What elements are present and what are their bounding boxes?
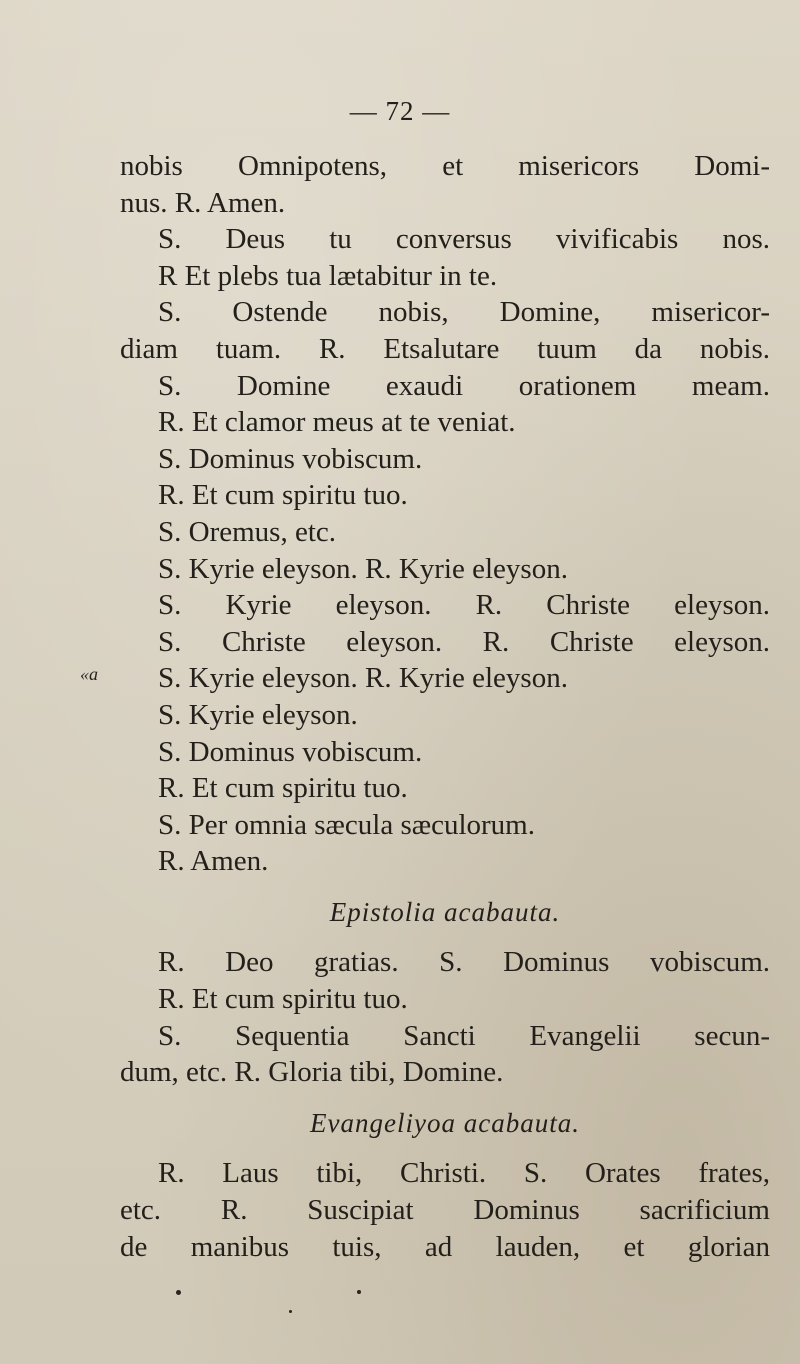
text-line: S. Domine exaudi orationem meam. (158, 369, 770, 402)
text-block-2 (120, 944, 770, 1090)
section-heading-evangeliyoa: Evangeliyoa acabauta. (310, 1107, 580, 1138)
section-gap (120, 1141, 770, 1155)
text-line: R. Et clamor meus at te veniat. (158, 406, 516, 439)
text-line: R Et plebs tua lætabitur in te. (158, 259, 498, 292)
text-line: S. Kyrie eleyson. R. Kyrie eleyson. (158, 552, 568, 585)
text-block-1 (120, 148, 770, 880)
section-gap (120, 880, 770, 894)
text-line: S. Oremus, etc. (158, 515, 336, 548)
text-line: R. Deo gratias. S. Dominus vobiscum. (158, 946, 770, 979)
section-heading-epistolia: Epistolia acabauta. (329, 896, 561, 927)
text-line: dum, etc. R. Gloria tibi, Domine. (120, 1056, 504, 1089)
text-line: R. Et cum spiritu tuo. (158, 479, 408, 512)
text-line: de manibus tuis, ad lauden, et glorian (120, 1230, 770, 1263)
text-line: R. Amen. (158, 845, 269, 878)
text-line: S. Per omnia sæcula sæculorum. (158, 808, 535, 841)
margin-note: «a (80, 664, 98, 684)
page-number: — 72 — (349, 96, 451, 126)
text-line: R. Laus tibi, Christi. S. Orates frates, (158, 1157, 770, 1190)
text-line: S. Kyrie eleyson. R. Kyrie eleyson. (158, 662, 568, 695)
paper-speck (357, 1290, 361, 1294)
text-block-3 (120, 1155, 770, 1265)
text-line: diam tuam. R. Etsalutare tuum da nobis. (120, 332, 770, 365)
text-line: S. Dominus vobiscum. (158, 442, 423, 475)
text-line: S. Kyrie eleyson. R. Christe eleyson. (158, 589, 770, 622)
paper-speck (176, 1290, 181, 1295)
text-line: nobis Omnipotens, et misericors Domi- (120, 150, 770, 182)
paper-speck (289, 1310, 292, 1313)
text-line: S. Sequentia Sancti Evangelii secun- (158, 1019, 770, 1052)
text-line: S. Deus tu conversus vivificabis nos. (158, 223, 770, 256)
text-line: R. Et cum spiritu tuo. (158, 983, 408, 1016)
text-line: R. Et cum spiritu tuo. (158, 772, 408, 805)
text-line: S. Christe eleyson. R. Christe eleyson. (158, 625, 770, 658)
text-line: nus. R. Amen. (120, 186, 286, 219)
text-line: etc. R. Suscipiat Dominus sacrificium (120, 1194, 770, 1227)
text-line: S. Dominus vobiscum. (158, 735, 423, 768)
section-gap (120, 930, 770, 944)
section-gap (120, 1091, 770, 1105)
page-body (120, 148, 770, 1265)
text-line: S. Ostende nobis, Domine, misericor- (158, 296, 770, 329)
text-line: S. Kyrie eleyson. (158, 698, 358, 731)
